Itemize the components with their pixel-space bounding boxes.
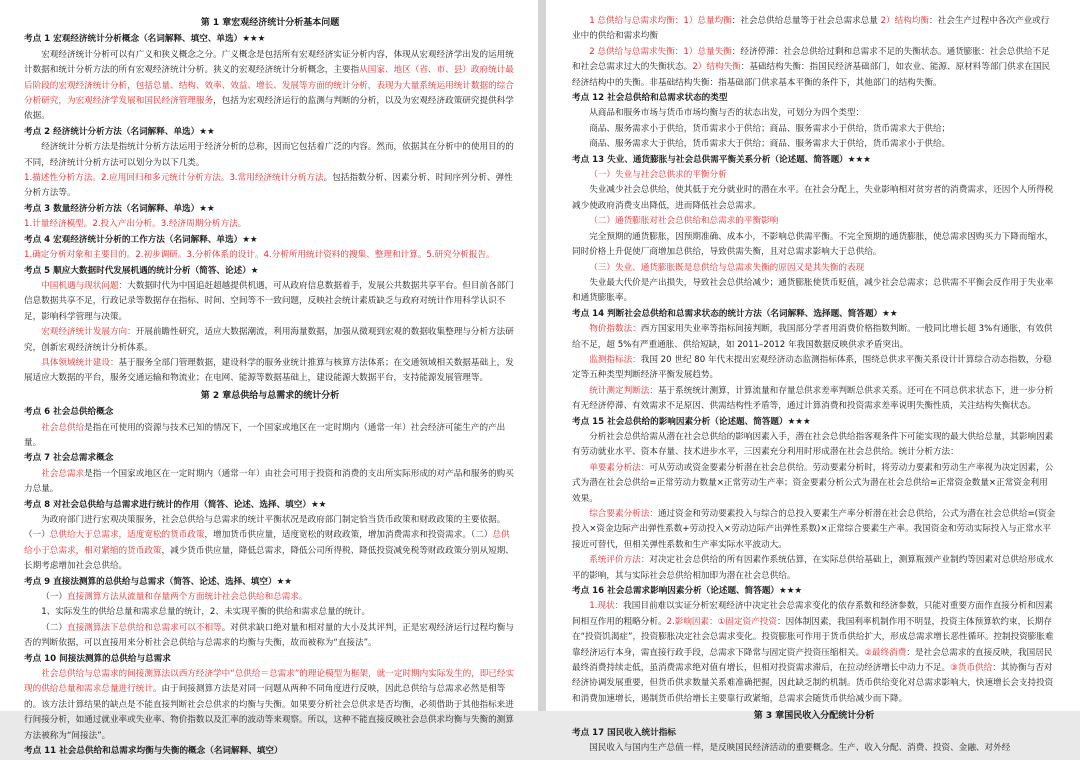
text-run: ：因体制因素，我国利率机制作用不明显，投资主体预算软约束，长期存在“投资饥渴症”，投资膨胀决定社会总需求变化。投资膨胀可作用于货币供给扩大，形成总需求增长恶性循环。控制投资膨胀难靠经济运行本身，需直接行政手段，总需求下降常与固定资产投资压缩相关。 — [572, 616, 1054, 658]
body-paragraph — [24, 140, 516, 171]
text-run: 是指一个国家或地区在一定时期内（通常一年）由社会可用于投资和消费的支出所实际形成的对产品和服务的购买力总量。 — [24, 468, 514, 495]
highlighted-text: 2）结构失衡 — [692, 62, 741, 73]
text-run: 宏观经济统计分析可以有广义和狭义概念之分。广义概念是包括所有宏观经济实证分析内容，体现从宏观经济学出发的运用统计数据和统计分析方法的所有宏观经济统计分析。狭义的宏观经济统计分析概念，主要指 — [24, 49, 514, 76]
highlighted-text: 直接测算法下总供给和总需求可以不相等 — [66, 622, 222, 633]
body-paragraph — [572, 106, 1056, 121]
body-paragraph — [24, 248, 516, 263]
highlighted-text: 中国机遇与现状问题： — [41, 280, 128, 291]
body-paragraph — [24, 467, 516, 498]
section-heading: 考点 7 社会总需求概念 — [24, 453, 114, 464]
text-run: 。包括指数分析、因素分析、时间序列分析、弹性分析方法等。 — [24, 173, 513, 199]
highlighted-text: ③货币供给 — [950, 663, 993, 674]
body-paragraph — [572, 553, 1056, 584]
body-paragraph — [572, 261, 1056, 276]
left-page — [0, 0, 538, 757]
text-run: 通过资金和劳动要素投入与综合的总投入要素生产率分析潜在社会总供给，公式为潜在社会总供给=(资金投入×资金边际产出弹性系数+劳动投入×劳动边际产出弹性系数)×正常综合要素生产率。我国资金和劳动实际投入与正常水平接近可替代，但相关弹性系数和生产率实际水平波动大。 — [572, 509, 1056, 550]
text-run: ，增加货币供应量，适度宽松的财政政策，增加消费需求和投资需求。（二） — [204, 530, 493, 541]
text-run: 失业减少社会总供给，使其低于充分就业时的潜在水平。在社会分配上，失业影响相对贫穷者的消费需求，还因个人所得税减少使政府消费支出降低，进而降低社会总需求。 — [572, 185, 1054, 211]
section-heading: 考点 8 对社会总供给与总需求进行统计的作用（简答、论述、选择、填空）★★ — [24, 499, 327, 510]
text-run: 对决定社会总供给的所有因素作系统估算，在实际总供给基础上，测算瓶颈产业制约等因素对总供给形成水平的影响，其与实际社会总供给相加即为潜在社会总供给。 — [572, 555, 1054, 581]
body-paragraph — [572, 168, 1056, 183]
text-run: 失业最大代价是产出损失，导致社会总供给减少；通货膨胀使货币贬值，减少社会总需求；总供需不平衡会反作用于失业率和通货膨胀率。 — [572, 277, 1054, 304]
highlighted-text: 具体领域统计建设： — [41, 357, 119, 368]
section-heading: 考点 5 顺应大数据时代发展机遇的统计分析（简答、论述）★ — [24, 265, 259, 276]
chapter-title: 第 2 章总供给与总需求的统计分析 — [200, 390, 340, 401]
text-run: 西方国家用失业率等指标间接判断，我国部分学者用消费价格指数判断。一般同比增长超 3%有通胀，有效供给不足，超 5%有严重通胀、供给短缺，如 2011–2012 年我国数据反映供求矛盾突出。 — [572, 324, 1053, 350]
body-paragraph — [24, 356, 516, 387]
highlighted-text: 2 总供给与总需求失衡：1）总量失衡 — [589, 46, 732, 57]
text-run: ：是社会总需求的直接反映，我国居民最终消费持续走低，虽消费需求绝对值有增长，但相对投资需求滞后，在拉动经济增长中动力不足。 — [572, 647, 1053, 674]
section-heading: 考点 17 国民收入统计指标 — [572, 727, 676, 738]
body-paragraph — [24, 421, 516, 452]
body-paragraph — [572, 384, 1056, 415]
section-heading: 考点 9 直接法测算的总供给与总需求（简答、论述、选择、填空）★★ — [24, 576, 292, 587]
highlighted-text: 2.影响因素：①固定资产投资 — [666, 616, 777, 627]
section-heading: 考点 2 经济统计分析方法（名词解释、单选）★★ — [24, 126, 215, 137]
body-paragraph — [572, 45, 1056, 91]
text-run: 为政府部门进行宏观决策服务，社会总供给与总需求的统计平衡状况是政府部门制定恰当货币政策和财政政策的主要依据。（一） — [24, 515, 506, 541]
text-run: 分析社会总供给需从潜在社会总供给的影响因素入手，潜在社会总供给指客观条件下可能实现的最大供给总量，其影响因素有劳动就业水平、资本存量、技术进步水平，三因素充分利用时形成潜在社会总供给。统计分析方法： — [572, 431, 1054, 458]
highlighted-text: 1.描述性分析方法。2.应用回归和多元统计分析方法。3.常用经济统计分析方法 — [24, 173, 324, 184]
chapter-title: 第 1 章宏观经济统计分析基本问题 — [200, 18, 340, 28]
section-heading: 考点 1 宏观经济统计分析概念（名词解释、填空、单选）★★★ — [24, 34, 266, 45]
body-paragraph — [24, 217, 516, 232]
text-run: 基于系统统计测算，计算流量和存量总供求差率判断总供求关系。还可在不同总供求状态下，进一步分析有无经济停滞、有效需求不足原因、供需结构性矛盾等，通过计算消费和投资需求差率说明失衡性质，关注结构失衡状态。 — [572, 385, 1054, 412]
highlighted-text: 1.现状： — [589, 601, 624, 612]
body-paragraph — [572, 741, 1056, 756]
text-run: 开展前瞻性研究，适应大数据潮流，利用海量数据，加强从微观到宏观的数据收集整理与分析方法研究，创新宏观经济统计分析体系。 — [24, 327, 514, 353]
body-paragraph — [24, 48, 516, 125]
body-paragraph — [24, 590, 516, 605]
text-run: ：社会生产过程中各次产业或行业中的供给和需求均衡 — [572, 16, 1050, 42]
text-run: 商品、服务需求小于供给，货币需求小于供给；商品、服务需求小于供给，货币需求大于供给； — [589, 123, 951, 134]
body-paragraph — [572, 599, 1056, 707]
text-run: 经济统计分析方法是指统计分析方法运用于经济分析的总称，因而它包括着广泛的内容。然而，依据其在分析中的使用目的的不同，经济统计分析方法可以划分为以下几类。 — [24, 142, 514, 168]
body-paragraph — [572, 507, 1056, 553]
body-paragraph — [572, 14, 1056, 45]
chapter-title: 第 3 章国民收入分配统计分析 — [753, 711, 875, 722]
text-run: ：其协衡与否对经济协调发展重要，但货币供求数量关系难准确把握，因此缺乏制约机制。货币供给变化对总需求影响大，快速增长会支持投资和消费加速增长，遏制货币供给增长主要靠行政紧缩，总需求会随货币供给减少而下降。 — [572, 663, 1054, 704]
highlighted-text: 总供给小于总需求，相对紧缩的货币政策 — [24, 530, 510, 556]
section-heading: 考点 14 判断社会总供给和总需求状态的统计方法（名词解释、选择题、简答题）★★ — [572, 308, 898, 319]
text-run: 大数据时代为中国追赶超越提供机遇，可从政府信息数据着手，发展公共数据共享平台。但目前各部门信息数据共享不足，行政记录等数据存在指标、时间、空间等不一致问题，反映社会统计素质缺乏与政府对统计作用科学认识不足，影响科学管理与决策。 — [24, 280, 514, 322]
body-paragraph — [572, 183, 1056, 214]
text-run: ：社会总供给总量等于社会总需求总量 — [731, 16, 881, 26]
highlighted-text: 总供给大于总需求，适度宽松的货币政策 — [49, 530, 205, 541]
text-run: 完全预期的通货膨胀，因预期准确、成本小，不影响总供需平衡。不完全预期的通货膨胀，使总需求因购买力下降而缩水，同时价格上升促使厂商增加总供给，导致供需失衡，且对总需求影响大于总供给。 — [572, 231, 1054, 258]
highlighted-text: 社会总需求 — [41, 468, 85, 479]
text-run: ，包括为宏观经济运行的监测与判断的分析，以及为宏观经济政策研究提供科学依据。 — [24, 96, 514, 122]
text-run: ：基础结构失衡：指国民经济基础部门，如农业、能源、原材料等部门供求在国民经济结构中的失衡。非基础结构失衡：指基础部门供求基本平衡的条件下，其他部门的结构失衡。 — [572, 62, 1051, 88]
highlighted-text: 1.计量经济模型。2.投入产出分析。3.经济周期分析方法。 — [24, 219, 247, 230]
highlighted-text: 社会总供给与总需求的间接测算法以西方经济学中“总供给＝总需求”的理论模型为框架，就一定时期内实际发生的，即已经实现的供给总量和需求总量进行统计 — [24, 669, 515, 695]
body-paragraph — [572, 137, 1056, 152]
highlighted-text: 单要素分析法： — [589, 462, 650, 473]
highlighted-text: 系统评价方法： — [589, 555, 650, 566]
section-heading: 考点 12 社会总供给和总需求状态的类型 — [572, 93, 728, 104]
highlighted-text: 物价指数法： — [589, 324, 641, 335]
text-run: 。由于间接测算方法是对同一问题从两种不同角度进行反映，因此总供给与总需求必然是相等的。该方法计算结果的缺点是不能直接判断社会总供求的均衡与失衡。如果要分析社会总供求是否均衡，必须借助于其他指标来进行间接分析，如通过就业率或失业率、物价指数以及汇率的波动等来观察。所以，这种不能直接反映社会总供求均衡与失衡的测算方法被称为“间接法”。 — [24, 684, 514, 741]
body-paragraph — [24, 621, 516, 652]
body-paragraph — [572, 230, 1056, 261]
section-heading: 考点 15 社会总供给的影响因素分析（论述题、简答题）★★★ — [572, 416, 811, 427]
section-heading: 考点 3 数量经济分析方法（名词解释、单选）★★ — [24, 203, 215, 214]
text-run: 1、实际发生的供给总量和需求总量的统计，2、未实现平衡的供给和需求总量的统计。 — [41, 607, 371, 618]
highlighted-text: 2）结构均衡 — [880, 16, 930, 26]
body-paragraph — [24, 513, 516, 575]
text-run: 我国 20 世纪 80 年代末提出宏观经济动态监测指标体系，围绕总供求平衡关系设计计算综合动态指数，分稳定等五种类型判断经济平衡发展趋势。 — [572, 354, 1052, 381]
highlighted-text: （三）失业、通货膨胀既是总供给与总需求失衡的原因又是其失衡的表现 — [589, 262, 865, 273]
body-paragraph — [572, 214, 1056, 229]
body-paragraph — [24, 279, 516, 325]
text-run: 我国目前难以实证分析宏观经济中决定社会总需求变化的依存系数和经济参数，只能对重要方面作直接分析和因素间相互作用的粗略分析。 — [572, 601, 1053, 627]
body-paragraph — [24, 667, 516, 744]
text-run: （一） — [41, 592, 67, 603]
text-run: 从商品和服务市场与货币市场均衡与否的状态出发，可划分为四个类型： — [589, 108, 865, 119]
highlighted-text: 1 总供给与总需求均衡：1）总量均衡 — [589, 16, 732, 26]
section-heading: 考点 13 失业、通货膨胀与社会总供需平衡关系分析（论述题、简答题）★★★ — [572, 154, 871, 165]
text-run: 是指在可使用的资源与技术已知的情况下，一个国家或地区在一定时期内（通常一年）社会经济可能生产的产出量。 — [24, 422, 506, 448]
body-paragraph — [572, 461, 1056, 507]
body-paragraph — [572, 122, 1056, 137]
highlighted-text: 1.确定分析对象和主要目的。2.初步调研。3.分析体系的设计。4.分析所用统计资料的搜集、整理和计算。5.研究分析报告。 — [24, 250, 495, 261]
section-heading: 考点 11 社会总供给和总需求均衡与失衡的概念（名词解释、填空） — [24, 746, 283, 757]
section-heading: 考点 6 社会总供给概念 — [24, 407, 114, 418]
section-heading: 考点 4 宏观经济统计分析的工作方法（名词解释、单选）★★ — [24, 234, 258, 245]
highlighted-text: 统计测定判断法： — [589, 385, 658, 396]
body-paragraph — [24, 605, 516, 620]
highlighted-text: 直接测算方法从流量和存量两个方面统计社会总供给和总需求。 — [66, 592, 308, 603]
text-run: 。对供求缺口绝对量和相对量的大小及其评判，正是宏观经济运行过程均衡与否的判断依据，可以直接用来分析社会总供给与总需求的均衡与失衡，故而被称为“直接法”。 — [24, 622, 514, 649]
text-run: ，减少货币供应量，降低总需求，降低公司所得税、降低投资减免税等财政政策分别从短期、长期考虑增加社会总供给。 — [24, 545, 514, 572]
section-heading: 考点 10 间接法测算的总供给与总需求 — [24, 653, 171, 664]
body-paragraph — [572, 353, 1056, 384]
text-run: ：经济停滞：社会总供给过剩和总需求不足的失衡状态。通货膨胀：社会总供给不足和社会总需求过大的失衡状态。 — [572, 46, 1050, 73]
highlighted-text: ②最终消费 — [864, 647, 907, 658]
text-run: 基于服务全部门管理数据，建设科学的服务业统计推算与核算方法体系；在交通领域相关数据基础上，发展适应大数据的平台，服务交通运输和物流业；在电网、能源等数据基础上，建设能源大数据平台，支持能源发展管理等。 — [24, 357, 514, 384]
text-run: 商品、服务需求大于供给，货币需求大于供给；商品、服务需求大于供给，货币需求小于供给。 — [589, 139, 951, 150]
highlighted-text: 综合要素分析法： — [589, 509, 658, 519]
highlighted-text: 宏观经济统计发展方向： — [41, 327, 136, 338]
body-paragraph — [572, 276, 1056, 307]
right-page — [546, 0, 1080, 754]
highlighted-text: 社会总供给 — [41, 422, 85, 433]
highlighted-text: 从国家、地区（省、市、县）政府统计最后阶段的宏观经济统计分析，包括总量、结构、效率、效益、增长、发展等方面的统计分析，表现为大量系统运用统计数据的综合分析研究，为宏观经济学发展和国民经济管理服务 — [24, 65, 514, 107]
body-paragraph — [24, 325, 516, 356]
highlighted-text: （一）失业与社会总供求的平衡分析 — [589, 170, 727, 181]
body-paragraph — [572, 430, 1056, 461]
highlighted-text: 监测指标法： — [589, 354, 641, 365]
body-paragraph — [24, 171, 516, 202]
page-gutter — [538, 0, 546, 711]
text-run: 可从劳动或资金要素分析潜在社会总供给。劳动要素分析时，将劳动力要素和劳动生产率视为决定因素，公式为潜在社会总供给=正常劳动力数量×正常劳动生产率；资金要素分析公式为潜在社会总供给=正常资金数量×正常资金利用效果。 — [572, 462, 1054, 504]
section-heading: 考点 16 社会总需求影响因素分析（论述题、简答题）★★★ — [572, 586, 803, 597]
text-run: （二） — [41, 622, 67, 633]
highlighted-text: （二）通货膨胀对社会总供给和总需求的平衡影响 — [589, 216, 779, 227]
body-paragraph — [572, 322, 1056, 353]
text-run: 国民收入与国内生产总值一样，是反映国民经济活动的重要概念。生产、收入分配、消费、投资、金融、对外经 — [589, 743, 1011, 754]
